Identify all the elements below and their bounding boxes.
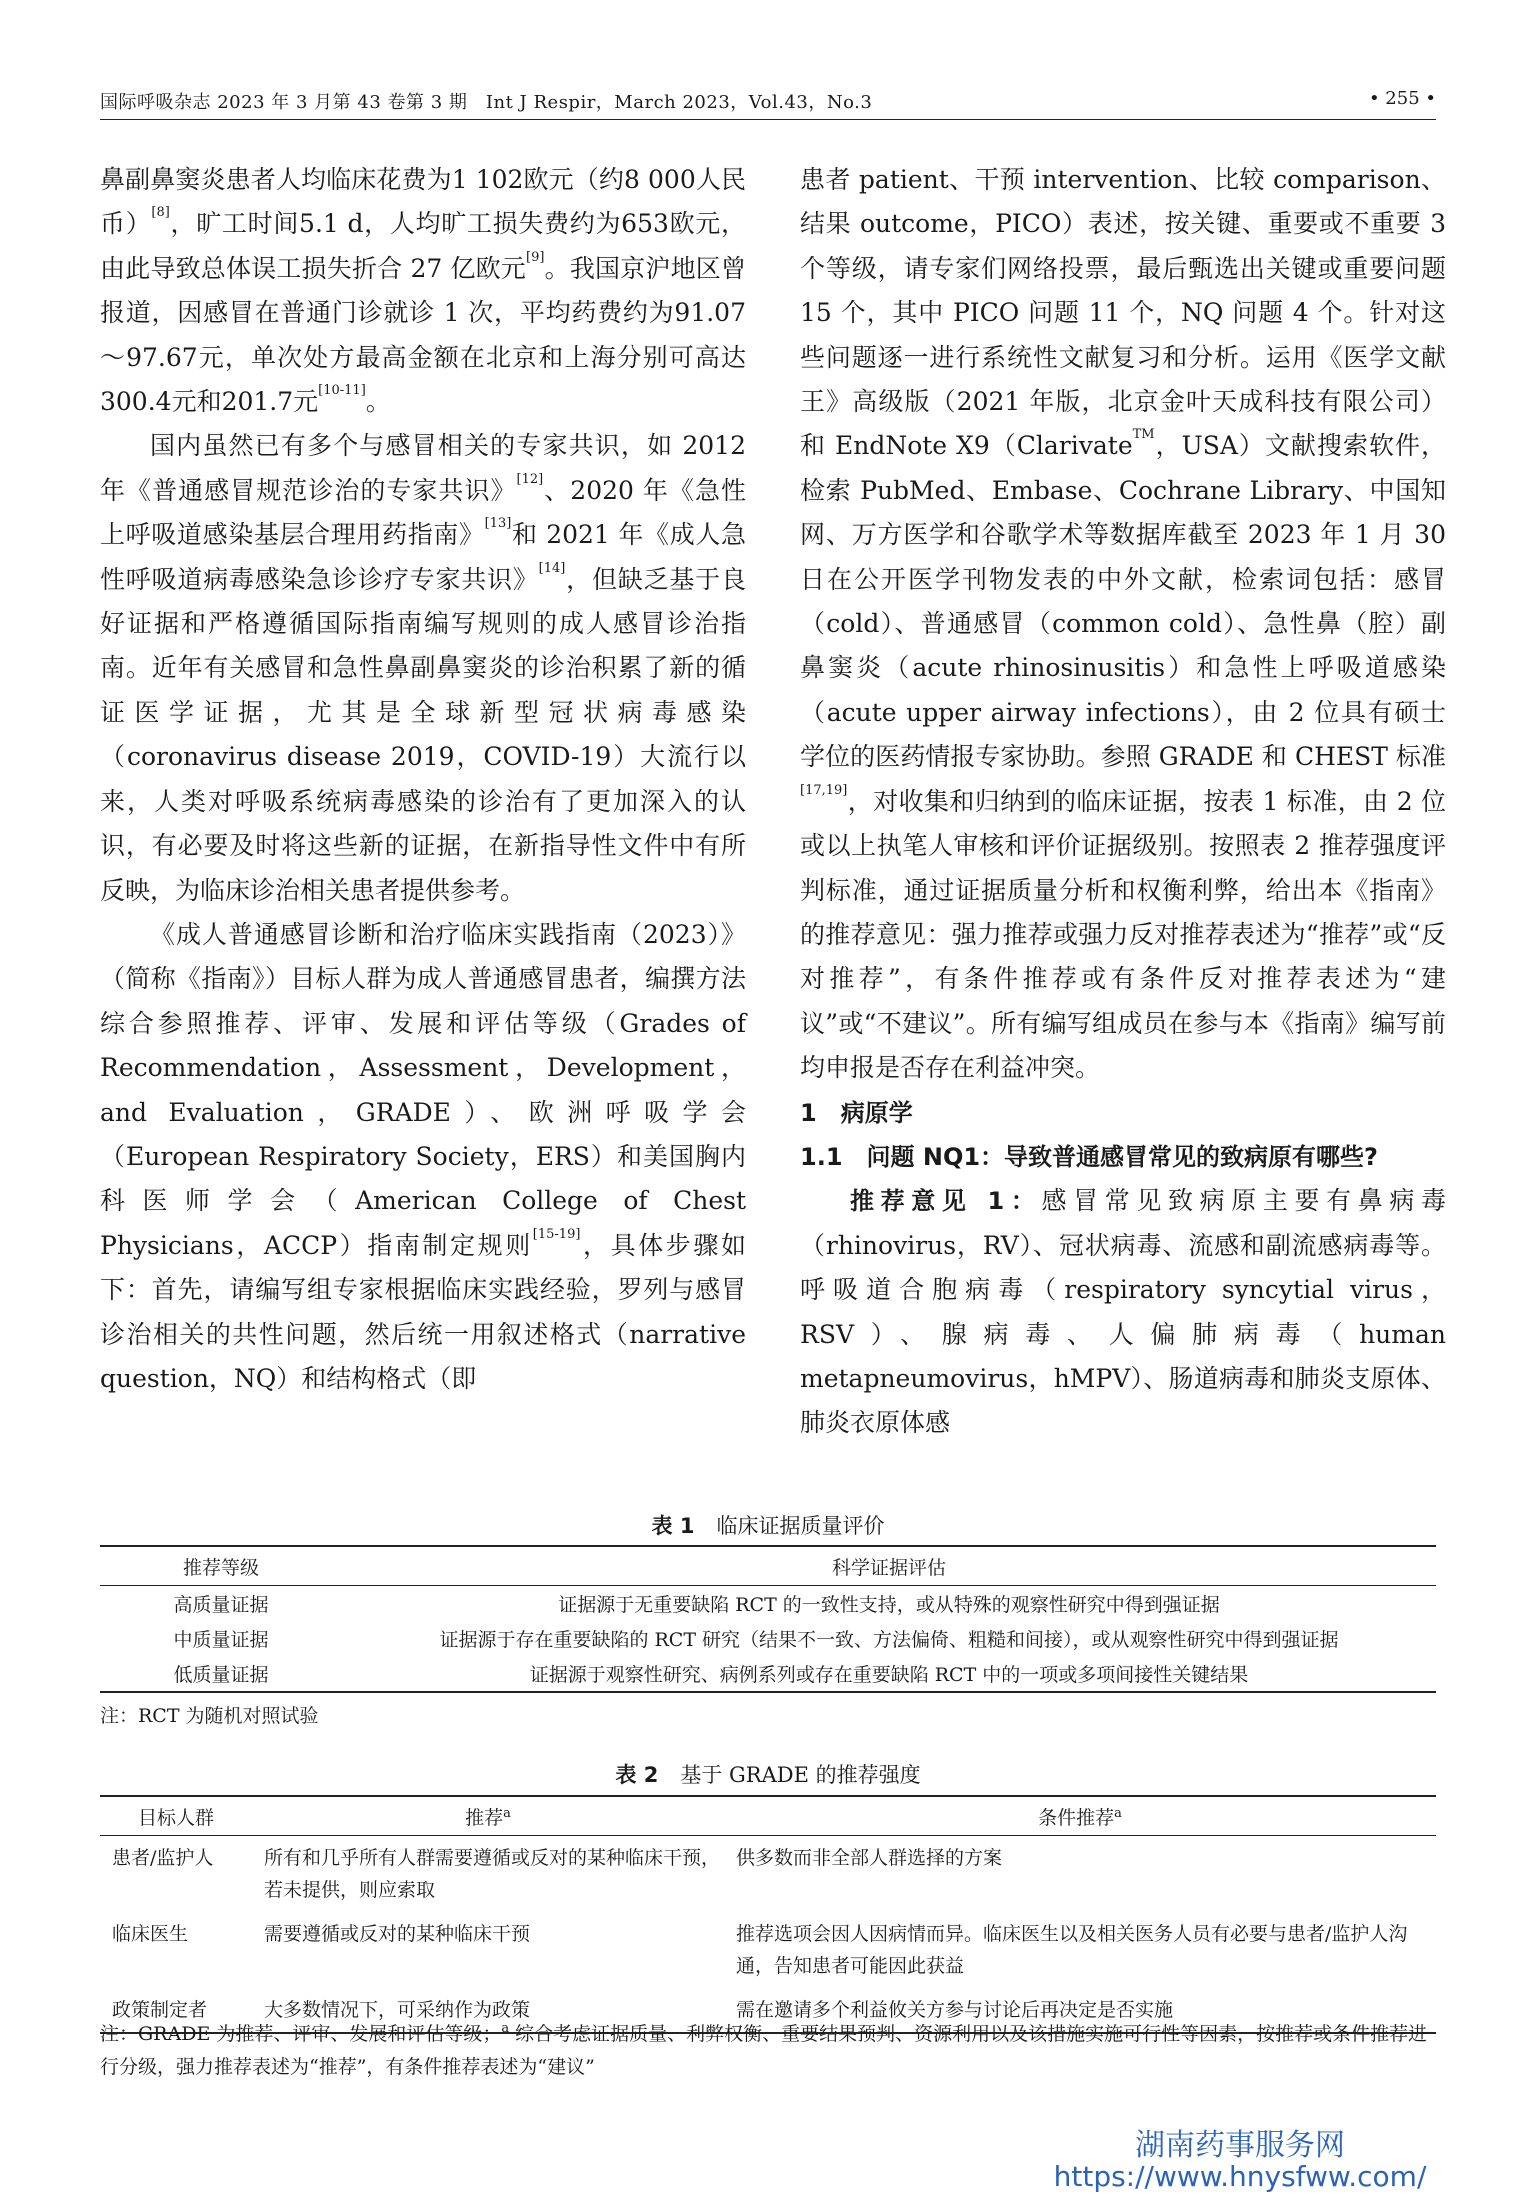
table-header: 推荐$^a$ (252, 1796, 724, 1836)
journal-info: 国际呼吸杂志 2023 年 3 月第 43 卷第 3 期 Int J Respir，March 2023，Vol.43，No.3 (100, 92, 873, 113)
paragraph: 国内虽然已有多个与感冒相关的专家共识，如 2012 年《普通感冒规范诊治的专家共识》[12]、2020 年《急性上呼吸道感染基层合理用药指南》[13]和 2021 年《成人急性呼吸道病毒感染急诊诊疗专家共识》[14]，但缺乏基于良好证据和严格遵循国际指南编写规则的成人感冒诊治指南。近年有关感冒和急性鼻副鼻窦炎的诊治积累了新的循证医学证据，尤其是全球新型冠状病毒感染（coronavirus disease 2019，COVID-19）大流行以来，人类对呼吸系统病毒感染的诊治有了更加深入的认识，有必要及时将这些新的证据，在新指导性文件中有所反映，为临床诊治相关患者提供参考。 (100, 431, 746, 905)
right-column (800, 158, 1446, 1446)
table-header: 科学证据评估 (342, 1546, 1436, 1586)
table1 (100, 1545, 1436, 1693)
subsection-heading: 1.1 问题 NQ1：导致普通感冒常见的致病原有哪些? (800, 1142, 1378, 1171)
table1-caption: 表 1 临床证据质量评价 (651, 1514, 885, 1538)
table-header: 推荐等级 (100, 1546, 342, 1586)
paragraph: 鼻副鼻窦炎患者人均临床花费为1 102欧元（约8 000人民币）[8]，旷工时间5.1 d，人均旷工损失费约为653欧元，由此导致总体误工损失折合 27 亿欧元[9]。我国京沪地区曾报道，因感冒在普通门诊就诊 1 次，平均药费约为91.07～97.67元，单次处方最高金额在北京和上海分别可高达300.4元和201.7元[10-11]。 (100, 165, 746, 417)
paragraph: 患者 patient、干预 intervention、比较 comparison、结果 outcome，PICO）表述，按关键、重要或不重要 3 个等级，请专家们网络投票，最后甄选出关键或重要问题 15 个，其中 PICO 问题 11 个，NQ 问题 4 个。针对这些问题逐一进行系统性文献复习和分析。运用《医学文献王》高级版（2021 年版，北京金叶天成科技有限公司）和 EndNote X9（Clarivate™，USA）文献搜索软件，检索 PubMed、Embase、Cochrane Library、中国知网、万方医学和谷歌学术等数据库截至 2023 年 1 月 30 日在公开医学刊物发表的中外文献，检索词包括：感冒（cold）、普通感冒（common cold）、急性鼻（腔）副鼻窦炎（acute rhinosinusitis）和急性上呼吸道感染（acute upper airway infections），由 2 位具有硕士学位的医药情报专家协助。参照 GRADE 和 CHEST 标准[17,19]，对收集和归纳到的临床证据，按表 1 标准，由 2 位或以上执笔人审核和评价证据级别。按照表 2 推荐强度评判标准，通过证据质量分析和权衡利弊，给出本《指南》的推荐意见：强力推荐或强力反对推荐表述为“推荐”或“反对推荐”，有条件推荐或有条件反对推荐表述为“建议”或“不建议”。所有编写组成员在参与本《指南》编写前均申报是否存在利益冲突。 (800, 165, 1446, 1083)
table2-note: 注：GRADE 为推荐、评审、发展和评估等级；$^a$ 综合考虑证据质量、利弊权衡、重要结果预判、资源利用以及该措施实施可行性等因素，按推荐或条件推荐进行分级，强力推荐表述为“推荐”，有条件推荐表述为“建议” (100, 2021, 1428, 2078)
watermark-url[interactable]: https://www.hnysfww.com/ (1053, 2160, 1427, 2193)
table2 (100, 1795, 1436, 2034)
table-header: 目标人群 (100, 1796, 252, 1836)
header-rule (100, 119, 1436, 120)
watermark-name: 湖南药事服务网 (1135, 2128, 1345, 2163)
table-row: 政策制定者 大多数情况下，可采纳作为政策 需在邀请多个利益攸关方参与讨论后再决定是否实施 (112, 1999, 1174, 2021)
paragraph: 《成人普通感冒诊断和治疗临床实践指南（2023）》（简称《指南》）目标人群为成人普通感冒患者，编撰方法综合参照推荐、评审、发展和评估等级（Grades of Recommendation，Assessment，Development，and Evaluation，GRADE）、欧洲呼吸学会（European Respiratory Society，ERS）和美国胸内科医师学会（American College of Chest Physicians，ACCP）指南制定规则[15-19]，具体步骤如下：首先，请编写组专家根据临床实践经验，罗列与感冒诊治相关的共性问题，然后统一用叙述格式（narrative question，NQ）和结构格式（即 (100, 919, 746, 1393)
recommendation: 推荐意见 1：感冒常见致病原主要有鼻病毒（rhinovirus，RV）、冠状病毒、流感和副流感病毒等。呼吸道合胞病毒（respiratory syncytial virus，RSV）、腺病毒、人偏肺病毒（human metapneumovirus，hMPV）、肠道病毒和肺炎支原体、肺炎衣原体感 (800, 1186, 1446, 1438)
table-row: 中质量证据 证据源于存在重要缺陷的 RCT 研究（结果不一致、方法偏倚、粗糙和间接），或从观察性研究中得到强证据 (173, 1629, 1339, 1651)
running-header (100, 88, 1436, 116)
table1-note: 注：RCT 为随机对照试验 (100, 1705, 319, 1727)
table-row: 低质量证据 证据源于观察性研究、病例系列或存在重要缺陷 RCT 中的一项或多项间接性关键结果 (173, 1664, 1249, 1686)
table2-caption: 表 2 基于 GRADE 的推荐强度 (615, 1763, 921, 1787)
page-number: • 255 • (1368, 88, 1436, 109)
section-heading: 1 病原学 (800, 1098, 913, 1127)
table-row: 临床医生 需要遵循或反对的某种临床干预 推荐选项会因人因病情而异。临床医生以及相关医务人员有必要与患者/监护人沟通，告知患者可能因此获益 (112, 1923, 1408, 1977)
left-column (100, 158, 746, 1401)
table-header: 条件推荐$^a$ (724, 1796, 1436, 1836)
table-row: 患者/监护人 所有和几乎所有人群需要遵循或反对的某种临床干预，若未提供，则应索取 供多数而非全部人群选择的方案 (112, 1847, 1003, 1901)
table-row: 高质量证据 证据源于无重要缺陷 RCT 的一致性支持，或从特殊的观察性研究中得到强证据 (173, 1594, 1220, 1616)
